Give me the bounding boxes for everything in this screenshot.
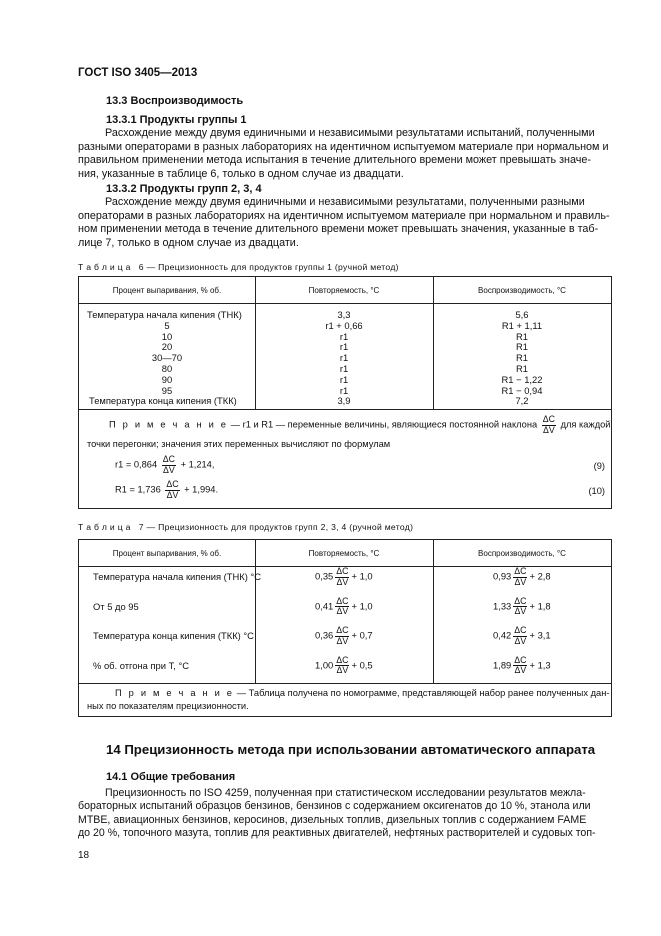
table-6-cell-repeatability: r1 xyxy=(339,341,349,353)
addend: + 1,8 xyxy=(529,599,551,611)
text-line: Прецизионность по ISO 4259, полученная при статистическом исследовании результатов межла- xyxy=(105,787,586,799)
text-line: ния, указанные в таблице 6, только в одном случае из двадцати. xyxy=(78,167,404,180)
column-header: Повторяемость, °С xyxy=(308,286,380,295)
text-line: ном применении метода в течение длительного времени может превышать значения, указанные в таб- xyxy=(78,223,599,236)
table-6-cell-repeatability: r1 xyxy=(339,384,349,396)
formula-10: R1 = 1,736 $\frac{\Delta C}{\Delta V}$ + 1,994. xyxy=(115,479,219,500)
table-6-cell-reproducibility: R1 − 1,22 xyxy=(501,373,543,385)
table-6-cell-reproducibility: R1 − 0,94 xyxy=(501,384,543,396)
table-7-caption: Т а б л и ц а 7 — Прецизионность для продуктов групп 2, 3, 4 (ручной метод) xyxy=(78,522,414,532)
table-6-cell-reproducibility: 7,2 xyxy=(515,395,529,407)
coefficient: 0,93 xyxy=(493,570,512,582)
coefficient: 1,00 xyxy=(315,658,334,670)
delta-fraction: $\frac{\Delta C}{\Delta V}$ xyxy=(336,625,349,646)
table-6-cell-repeatability: r1 xyxy=(339,352,349,364)
table-7-cell-reproducibility xyxy=(493,567,551,587)
delta-fraction: $\frac{\Delta C}{\Delta V}$ xyxy=(162,454,175,475)
table-6-cell-repeatability: r1 xyxy=(339,330,349,342)
addend: + 1,0 xyxy=(351,570,373,582)
delta-fraction: $\frac{\Delta C}{\Delta V}$ xyxy=(514,625,527,646)
delta-fraction: $\frac{\Delta C}{\Delta V}$ xyxy=(514,566,527,587)
delta-fraction: $\frac{\Delta C}{\Delta V}$ xyxy=(166,479,179,500)
column-header: Процент выпаривания, % об. xyxy=(112,549,222,558)
table-6-caption: Т а б л и ц а 6 — Прецизионность для продуктов группы 1 (ручной метод) xyxy=(78,262,399,272)
addend: + 1,3 xyxy=(529,658,551,670)
page-number: 18 xyxy=(78,850,90,861)
document-header: ГОСТ ISO 3405—2013 xyxy=(78,67,198,79)
coefficient: 1,33 xyxy=(493,599,512,611)
section-13-3-1-text xyxy=(78,127,612,181)
formula-9: r1 = 0,864 $\frac{\Delta C}{\Delta V}$ + 1,214, xyxy=(115,454,215,475)
table-7-cell-repeatability xyxy=(315,656,373,676)
addend: + 1,0 xyxy=(351,599,373,611)
table-7-cell-evaporation: Температура конца кипения (ТКК) °С xyxy=(93,630,254,641)
column-header: Повторяемость, °С xyxy=(308,549,380,558)
delta-fraction: $\frac{\Delta C}{\Delta V}$ xyxy=(336,566,349,587)
addend: + 0,5 xyxy=(351,658,373,670)
table-6-cell-evaporation: 80 xyxy=(161,363,173,374)
column-header: Воспроизводимость, °С xyxy=(478,549,566,558)
delta-fraction: $\frac{\Delta C}{\Delta V}$ xyxy=(542,414,555,435)
section-13-3-2-title: 13.3.2 Продукты групп 2, 3, 4 xyxy=(106,183,262,195)
table-7-cell-reproducibility xyxy=(493,656,551,676)
column-divider xyxy=(255,540,256,683)
text-line: разными операторами в разных лабораториях на идентичном испытуемом материале при нормальном и xyxy=(78,140,609,153)
text-line: МТВЕ, авиационных бензинов, керосинов, дизельных топлив, дизельных топлив с содержанием FAME xyxy=(78,813,587,826)
note-divider xyxy=(79,683,611,684)
table-6 xyxy=(78,276,612,509)
table-7-cell-repeatability xyxy=(315,597,373,617)
table-6-cell-reproducibility: R1 + 1,11 xyxy=(501,319,543,331)
table-6-cell-repeatability: r1 + 0,66 xyxy=(325,319,363,331)
table-6-note: П р и м е ч а н и е — r1 и R1 — переменные величины, являющиеся постоянной наклона $\frac{\Delta C}{\Delta V}$ для каждой xyxy=(109,414,611,435)
table-7 xyxy=(78,539,612,717)
table-6-cell-reproducibility: 5,6 xyxy=(515,309,529,320)
column-header: Процент выпаривания, % об. xyxy=(112,286,222,295)
delta-fraction: $\frac{\Delta C}{\Delta V}$ xyxy=(514,595,527,616)
table-6-cell-repeatability: r1 xyxy=(339,363,349,374)
table-6-cell-repeatability: r1 xyxy=(339,373,349,385)
coefficient: 0,36 xyxy=(315,629,334,641)
section-13-3-1-title: 13.3.1 Продукты группы 1 xyxy=(106,114,247,126)
table-6-cell-reproducibility: R1 xyxy=(516,330,528,342)
section-14-title: 14 Прецизионность метода при использовании автоматического аппарата xyxy=(106,742,596,757)
text-line: бораторных испытаний образцов бензинов, бензинов с содержанием оксигенатов до 10 %, этанола или xyxy=(78,800,591,813)
table-7-cell-repeatability xyxy=(315,626,373,646)
addend: + 3,1 xyxy=(529,629,551,641)
table-6-cell-evaporation: 20 xyxy=(161,341,173,353)
table-7-cell-reproducibility xyxy=(493,626,551,646)
table-6-cell-reproducibility: R1 xyxy=(516,341,528,353)
table-7-cell-evaporation: % об. отгона при T, °С xyxy=(93,659,190,671)
table-6-cell-evaporation: 10 xyxy=(161,330,173,342)
coefficient: 0,42 xyxy=(493,629,512,641)
text-line: лице 7, только в одном случае из двадцати. xyxy=(78,236,299,249)
table-7-note-line2: ных по показателям прецизионности. xyxy=(87,701,249,711)
table-6-cell-evaporation: 90 xyxy=(161,373,173,385)
table-6-cell-evaporation: Температура конца кипения (ТКК) xyxy=(89,395,237,407)
table-7-cell-repeatability xyxy=(315,567,373,587)
table-6-cell-reproducibility: R1 xyxy=(516,363,528,374)
table-6-cell-reproducibility: R1 xyxy=(516,352,528,364)
table-6-cell-evaporation: Температура начала кипения (ТНК) xyxy=(87,309,242,320)
coefficient: 1,89 xyxy=(493,658,512,670)
column-divider xyxy=(433,540,434,683)
coefficient: 0,35 xyxy=(315,570,334,582)
table-6-cell-evaporation: 5 xyxy=(164,319,170,331)
formula-10-number: (10) xyxy=(588,486,605,496)
column-header: Воспроизводимость, °С xyxy=(478,286,566,295)
table-7-cell-evaporation: Температура начала кипения (ТНК) °С xyxy=(93,571,262,582)
addend: + 0,7 xyxy=(351,629,373,641)
text-line: операторами в разных лабораториях на идентичном испытуемом материале при нормальном и правиль- xyxy=(78,209,610,222)
table-6-cell-repeatability: 3,3 xyxy=(337,309,351,320)
table-6-cell-evaporation: 30—70 xyxy=(151,352,183,364)
delta-fraction: $\frac{\Delta C}{\Delta V}$ xyxy=(336,595,349,616)
table-7-cell-reproducibility xyxy=(493,597,551,617)
section-14-1-title: 14.1 Общие требования xyxy=(106,771,236,783)
formula-9-number: (9) xyxy=(593,461,605,471)
table-7-note: П р и м е ч а н и е — Таблица получена по номограмме, представляющей набор ранее полученных дан- xyxy=(115,688,610,698)
table-7-cell-evaporation: От 5 до 95 xyxy=(93,600,139,612)
section-13-3-title: 13.3 Воспроизводимость xyxy=(106,95,244,107)
table-6-note-line2: точки перегонки; значения этих переменных вычисляют по формулам xyxy=(87,439,391,449)
delta-fraction: $\frac{\Delta C}{\Delta V}$ xyxy=(336,654,349,675)
text-line: Расхождение между двумя единичными и независимыми результатами, полученными разными xyxy=(105,196,585,208)
text-line: до 20 %, топочного мазута, топлив для реактивных двигателей, нефтяных растворителей и судовых топ- xyxy=(78,826,596,839)
table-6-cell-evaporation: 95 xyxy=(161,384,173,396)
addend: + 2,8 xyxy=(529,570,551,582)
section-13-3-2-text xyxy=(78,196,612,250)
section-14-1-text xyxy=(78,787,612,840)
table-6-cell-repeatability: 3,9 xyxy=(337,395,351,407)
coefficient: 0,41 xyxy=(315,599,334,611)
text-line: Расхождение между двумя единичными и независимыми результатами испытаний, полученными xyxy=(105,127,595,139)
text-line: правильном применении метода испытания в течение длительного времени может превышать значе- xyxy=(78,154,591,167)
delta-fraction: $\frac{\Delta C}{\Delta V}$ xyxy=(514,654,527,675)
note-divider xyxy=(79,409,611,410)
